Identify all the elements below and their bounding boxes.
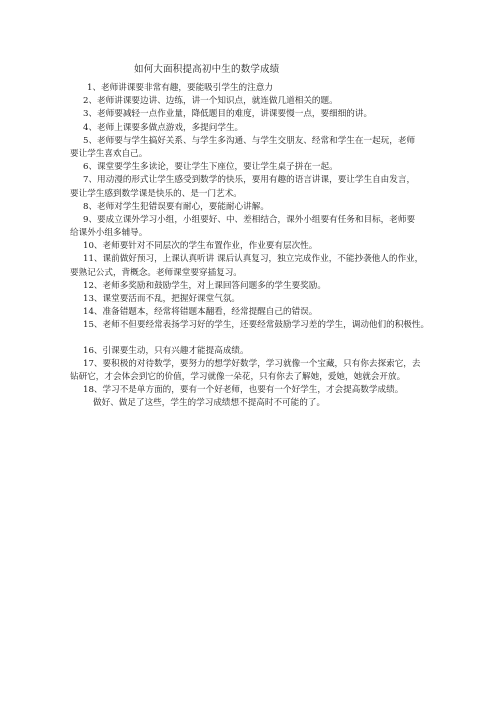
paragraph-gap — [70, 333, 452, 345]
list-item: 7、用动漫的形式让学生感受到数学的快乐，要用有趣的语言讲课，要让学生自由发言， — [83, 175, 416, 186]
list-item: 6、课堂要学生多读论，要让学生下座位，要让学生桌子拼在一起。 — [83, 162, 338, 173]
list-item: 9、要成立课外学习小组，小组要好、中、差相结合，课外小组要有任务和目标，老师要 — [83, 214, 416, 225]
list-item: 3、老师要减轻一点作业量，降低题目的难度，讲课要慢一点，要细细的讲。 — [83, 109, 373, 120]
document-body — [70, 82, 452, 411]
document-title: 如何大面积提高初中生的数学成绩 — [134, 64, 280, 75]
list-item: 8、老师对学生犯错误要有耐心，要能耐心讲解。 — [83, 201, 269, 212]
list-item: 2、老师讲课要边讲、边练，讲一个知识点，就连做几道相关的题。 — [83, 96, 338, 107]
list-item: 11、课前做好预习，上课认真听讲 课后认真复习，独立完成作业，不能抄袭他人的作业， — [83, 254, 424, 265]
list-item: 18、学习不是单方面的，要有一个好老师，也要有一个好学生，才会提高数学成绩。 — [83, 385, 404, 396]
list-item-continuation: 要熟记公式，背概念。老师课堂要穿插复习。 — [70, 267, 242, 278]
list-item-continuation: 要让学生喜欢自己。 — [70, 148, 148, 159]
list-item: 4、老师上课要多做点游戏，多提问学生。 — [83, 122, 244, 133]
list-item-continuation: 给课外小组多辅导。 — [70, 228, 148, 239]
list-item: 17、要积极的对待数学，要努力的想学好数学，学习就像一个宝藏，只有你去探索它，去 — [83, 358, 421, 369]
list-item: 14、准备错题本，经常将错题本翻看，经常提醒自己的错误。 — [83, 307, 318, 318]
list-item: 5、老师要与学生搞好关系、与学生多沟通、与学生交朋友、经常和学生在一起玩，老师 — [83, 135, 416, 146]
list-item: 15、老师不但要经常表扬学习好的学生，还要经常鼓励学习差的学生，调动他们的积极性。 — [83, 320, 430, 331]
list-item-continuation: 要让学生感到数学课是快乐的、是一门艺术。 — [70, 188, 242, 199]
list-item: 10、老师要针对不同层次的学生布置作业，作业要有层次性。 — [83, 241, 318, 252]
list-item-continuation: 钻研它，才会体会到它的价值，学习就像一朵花，只有你去了解她，爱她，她就会开放。 — [70, 371, 406, 382]
list-item: 12、老师多奖励和鼓励学生，对上课回答问题多的学生要奖励。 — [83, 280, 326, 291]
list-item: 16、引课要生动，只有兴趣才能提高成绩。 — [83, 345, 249, 356]
list-item: 1、老师讲课要非常有趣，要能吸引学生的注意力 — [87, 83, 273, 93]
list-item: 13、课堂要活而不乱，把握好课堂气氛。 — [83, 294, 241, 304]
closing-line: 做好、做足了这些，学生的学习成绩想不提高时不可能的了。 — [93, 398, 326, 409]
